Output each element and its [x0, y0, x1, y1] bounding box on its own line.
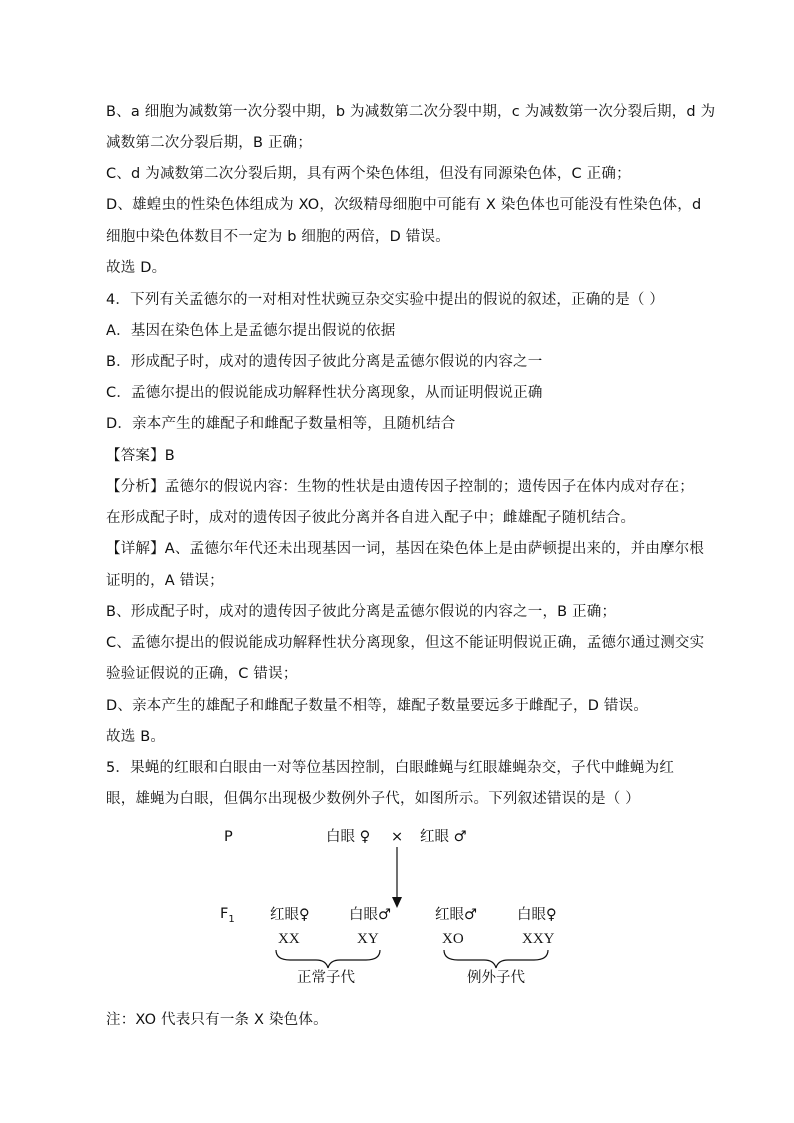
- parent-male: 红眼 ♂: [420, 829, 467, 845]
- parent-female: 白眼 ♀: [326, 829, 371, 845]
- question-4-stem: 4．下列有关孟德尔的一对相对性状豌豆杂交实验中提出的假说的叙述，正确的是（ ）: [106, 292, 665, 308]
- text-line: D、雄蝗虫的性染色体组成为 XO，次级精母细胞中可能有 X 染色体也可能没有性染色体，d: [106, 197, 702, 213]
- brace-exception: [444, 950, 548, 968]
- option-a: A．基因在染色体上是孟德尔提出假说的依据: [106, 323, 396, 339]
- brace-normal: [276, 950, 380, 968]
- offspring-phenotype: 白眼♂: [349, 907, 391, 923]
- offspring-phenotype: 红眼♀: [270, 907, 310, 923]
- question-5-stem: 5．果蝇的红眼和白眼由一对等位基因控制，白眼雌蝇与红眼雄蝇杂交，子代中雌蝇为红: [106, 760, 675, 776]
- offspring-phenotype: 红眼♂: [435, 907, 477, 923]
- f1-subscript: 1: [228, 913, 235, 925]
- f1-letter: F: [220, 906, 229, 922]
- text-line: 故选 B。: [106, 729, 166, 745]
- text-line: 眼，雄蝇为白眼，但偶尔出现极少数例外子代，如图所示。下列叙述错误的是（ ）: [106, 791, 641, 807]
- offspring-genotype: XY: [357, 931, 379, 947]
- group-normal-label: 正常子代: [297, 970, 355, 986]
- explanation-line: 【详解】A、孟德尔年代还未出现基因一词，基因在染色体上是由萨顿提出来的，并由摩尔根: [106, 541, 705, 557]
- text-line: 在形成配子时，成对的遗传因子彼此分离并各自进入配子中；雌雄配子随机结合。: [106, 510, 636, 526]
- option-d: D．亲本产生的雄配子和雌配子数量相等，且随机结合: [106, 416, 456, 432]
- diagram-lines: [0, 820, 794, 1000]
- text-line: 证明的，A 错误；: [106, 573, 224, 589]
- f1-label: [220, 905, 235, 929]
- offspring-genotype: XXY: [522, 931, 555, 947]
- offspring-phenotype: 白眼♀: [517, 907, 557, 923]
- offspring-genotype: XO: [442, 931, 464, 947]
- cross-symbol: ×: [391, 829, 404, 845]
- text-line: C、d 为减数第二次分裂后期，具有两个染色体组，但没有同源染色体，C 正确；: [106, 166, 631, 182]
- text-line: 减数第二次分裂后期，B 正确；: [106, 135, 313, 151]
- text-line: 故选 D。: [106, 260, 167, 276]
- text-line: C、孟德尔提出的假说能成功解释性状分离现象，但这不能证明假说正确，孟德尔通过测交实: [106, 635, 705, 651]
- option-c: C．孟德尔提出的假说能成功解释性状分离现象，从而证明假说正确: [106, 385, 543, 401]
- text-line: B、a 细胞为减数第一次分裂中期，b 为减数第二次分裂中期，c 为减数第一次分裂后期，d 为: [106, 104, 716, 120]
- analysis-line: 【分析】孟德尔的假说内容：生物的性状是由遗传因子控制的；遗传因子在体内成对存在；: [106, 479, 694, 495]
- offspring-genotype: XX: [278, 931, 300, 947]
- text-line: 验验证假说的正确，C 错误；: [106, 666, 298, 682]
- answer-line: 【答案】B: [106, 448, 175, 464]
- text-line: D、亲本产生的雄配子和雌配子数量不相等，雄配子数量要远多于雌配子，D 错误。: [106, 698, 649, 714]
- text-line: B、形成配子时，成对的遗传因子彼此分离是孟德尔假说的内容之一，B 正确；: [106, 604, 617, 620]
- note-line: 注：XO 代表只有一条 X 染色体。: [106, 1012, 328, 1028]
- group-exception-label: 例外子代: [467, 970, 525, 986]
- parent-label: P: [224, 829, 233, 845]
- cross-diagram: [0, 820, 794, 1000]
- option-b: B．形成配子时，成对的遗传因子彼此分离是孟德尔假说的内容之一: [106, 354, 543, 370]
- arrow-head-icon: [392, 897, 402, 908]
- text-line: 细胞中染色体数目不一定为 b 细胞的两倍，D 错误。: [106, 229, 450, 245]
